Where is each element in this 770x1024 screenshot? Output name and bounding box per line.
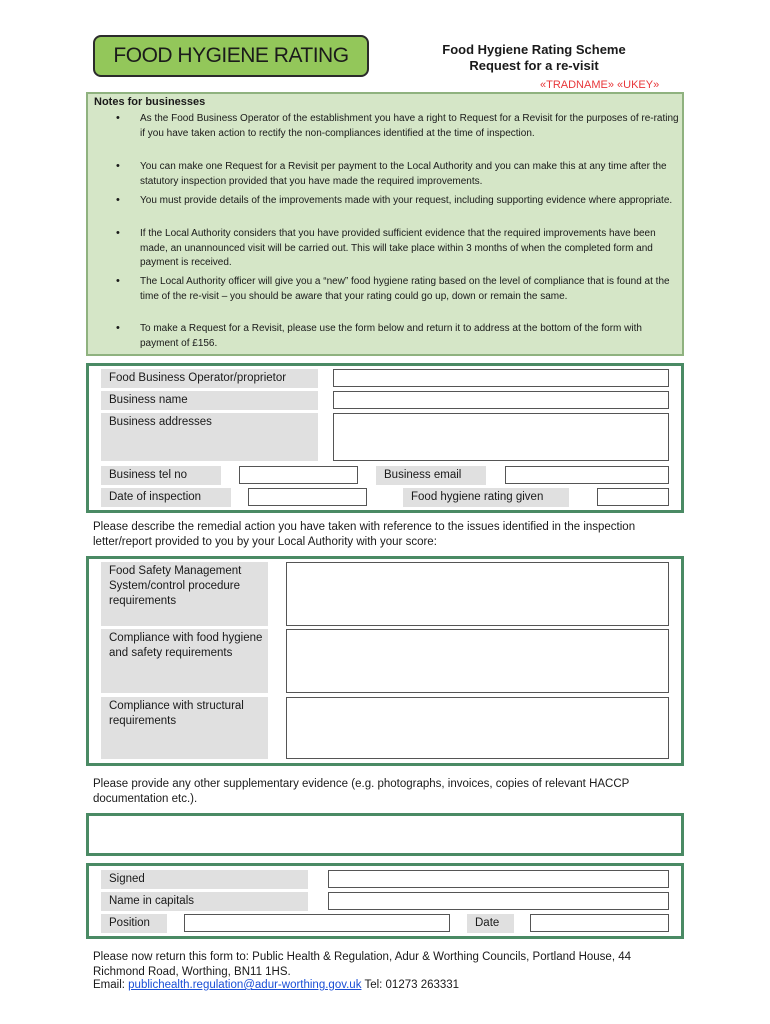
form-subtitle: Request for a re-visit bbox=[469, 58, 599, 73]
supplementary-evidence-input[interactable] bbox=[86, 813, 684, 856]
evidence-intro-text: Please provide any other supplementary evidence (e.g. photographs, invoices, copies of relevant HACCP documentation etc.). bbox=[93, 778, 630, 805]
name-in-capitals-input[interactable] bbox=[328, 892, 669, 910]
bullet-icon: • bbox=[116, 160, 120, 172]
telephone-text: Tel: 01273 263331 bbox=[361, 979, 460, 991]
business-address-label: Business addresses bbox=[101, 413, 318, 461]
inspection-date-input[interactable] bbox=[248, 488, 367, 506]
structural-compliance-label: Compliance with structural requirements bbox=[101, 697, 268, 759]
return-address-text: Please now return this form to: Public Health & Regulation, Adur & Worthing Councils, Portland House, 44 Richmond Road, Worthing, BN11 1HS. bbox=[93, 951, 632, 978]
email-prefix: Email: bbox=[93, 979, 129, 991]
business-name-label: Business name bbox=[101, 391, 318, 410]
operator-input[interactable] bbox=[333, 369, 669, 387]
business-name-input[interactable] bbox=[333, 391, 669, 409]
note-item: To make a Request for a Revisit, please use the form below and return it to address at the bottom of the form with payment of £156. bbox=[140, 323, 642, 349]
position-label: Position bbox=[101, 914, 167, 933]
merge-fields: «TRADNAME» «UKEY» bbox=[540, 79, 660, 91]
inspection-date-label: Date of inspection bbox=[101, 488, 231, 507]
signed-label: Signed bbox=[101, 870, 308, 889]
date-input[interactable] bbox=[530, 914, 669, 932]
notes-for-businesses-box bbox=[86, 92, 684, 356]
hygiene-compliance-input[interactable] bbox=[286, 629, 669, 693]
bullet-icon: • bbox=[116, 112, 120, 124]
date-label: Date bbox=[467, 914, 514, 933]
fsms-label: Food Safety Management System/control procedure requirements bbox=[101, 562, 268, 626]
signed-input[interactable] bbox=[328, 870, 669, 888]
bullet-icon: • bbox=[116, 322, 120, 334]
notes-heading: Notes for businesses bbox=[94, 96, 206, 108]
rating-given-input[interactable] bbox=[597, 488, 669, 506]
bullet-icon: • bbox=[116, 275, 120, 287]
food-hygiene-rating-logo: FOOD HYGIENE RATING bbox=[93, 35, 369, 77]
tel-label: Business tel no bbox=[101, 466, 221, 485]
form-title: Food Hygiene Rating Scheme bbox=[442, 42, 626, 57]
note-item: If the Local Authority considers that you have provided sufficient evidence that the required improvements have been made, an unannounced visit will be carried out. This will take place within 3 months of when the completed form and payment is received. bbox=[140, 228, 656, 268]
structural-compliance-input[interactable] bbox=[286, 697, 669, 759]
note-item: You must provide details of the improvements made with your request, including supporting evidence where appropriate. bbox=[140, 195, 673, 206]
business-address-input[interactable] bbox=[333, 413, 669, 461]
position-input[interactable] bbox=[184, 914, 450, 932]
remedial-intro-text: Please describe the remedial action you have taken with reference to the issues identified in the inspection letter/report provided to you by your Local Authority with your score: bbox=[93, 521, 636, 548]
contact-line bbox=[93, 978, 673, 993]
bullet-icon: • bbox=[116, 227, 120, 239]
note-item: As the Food Business Operator of the establishment you have a right to Request for a Revisit for the purposes of re-rating if you have taken action to rectify the non-compliances identified at the time of inspection. bbox=[140, 113, 679, 139]
note-item: You can make one Request for a Revisit per payment to the Local Authority and you can make this at any time after the statutory inspection provided that you have made the required improvements. bbox=[140, 161, 667, 187]
email-input[interactable] bbox=[505, 466, 669, 484]
tel-input[interactable] bbox=[239, 466, 358, 484]
fsms-input[interactable] bbox=[286, 562, 669, 626]
note-item: The Local Authority officer will give you a “new” food hygiene rating based on the level of compliance that is found at the time of the re-visit – you should be aware that your rating could go up, down or remain the same. bbox=[140, 276, 670, 302]
name-in-capitals-label: Name in capitals bbox=[101, 892, 308, 911]
email-label: Business email bbox=[376, 466, 486, 485]
operator-label: Food Business Operator/proprietor bbox=[101, 369, 318, 388]
hygiene-compliance-label: Compliance with food hygiene and safety requirements bbox=[101, 629, 268, 693]
email-link[interactable]: publichealth.regulation@adur-worthing.gov.uk bbox=[128, 979, 362, 991]
bullet-icon: • bbox=[116, 194, 120, 206]
rating-given-label: Food hygiene rating given bbox=[403, 488, 569, 507]
